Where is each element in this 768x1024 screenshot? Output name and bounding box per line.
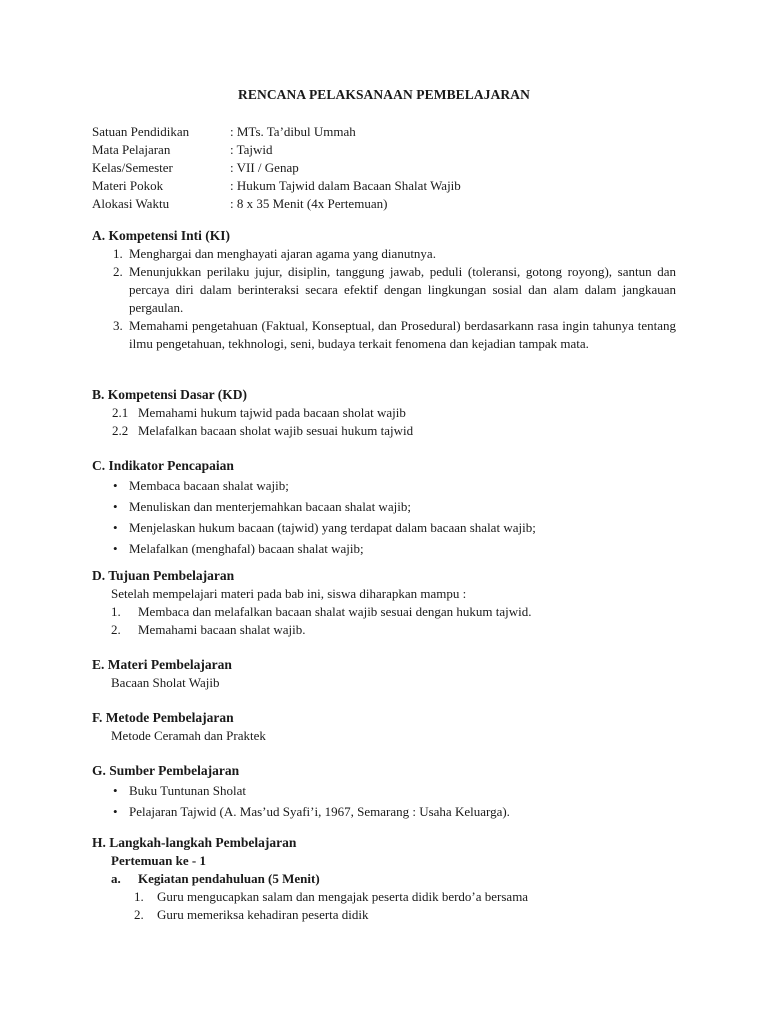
section-kompetensi-dasar	[92, 386, 676, 440]
sub-letter: a.	[111, 871, 121, 886]
section-heading: A. Kompetensi Inti (KI)	[92, 228, 230, 243]
section-materi	[92, 656, 676, 692]
list-item	[111, 603, 676, 621]
list-item	[112, 422, 676, 440]
list-item	[113, 263, 676, 317]
list-item	[113, 496, 676, 517]
bullet-icon: •	[113, 478, 118, 493]
list-item	[134, 906, 676, 924]
list-text: Membaca bacaan shalat wajib;	[129, 478, 289, 493]
bullet-icon: •	[113, 499, 118, 514]
bullet-icon: •	[113, 804, 118, 819]
materi-text: Bacaan Sholat Wajib	[111, 675, 220, 690]
identity-value: : Tajwid	[230, 142, 273, 157]
sub-heading: Kegiatan pendahuluan (5 Menit)	[138, 871, 320, 886]
section-heading: C. Indikator Pencapaian	[92, 458, 234, 473]
section-metode	[92, 709, 676, 745]
sumber-list	[92, 780, 676, 822]
section-heading: E. Materi Pembelajaran	[92, 657, 232, 672]
section-kompetensi-inti	[92, 227, 676, 353]
section-heading: F. Metode Pembelajaran	[92, 710, 234, 725]
bullet-icon: •	[113, 520, 118, 535]
document-title: RENCANA PELAKSANAAN PEMBELAJARAN	[238, 87, 530, 102]
list-text: Melafalkan bacaan sholat wajib sesuai hukum tajwid	[138, 423, 414, 438]
list-text: Menghargai dan menghayati ajaran agama yang dianutnya.	[129, 246, 436, 261]
list-number: 2.	[134, 907, 144, 922]
list-number: 1.	[113, 246, 123, 261]
list-number: 1.	[134, 889, 144, 904]
section-heading: G. Sumber Pembelajaran	[92, 763, 240, 778]
metode-text: Metode Ceramah dan Praktek	[111, 728, 266, 743]
section-heading: D. Tujuan Pembelajaran	[92, 568, 235, 583]
list-item	[113, 801, 676, 822]
list-item	[113, 538, 676, 559]
list-text: Menunjukkan perilaku jujur, disiplin, tanggung jawab, peduli (toleransi, gotong royong), santun dan percaya diri dalam berinteraksi secara efektif dengan lingkungan sosial dan alam dalam jangkauan pergaulan.	[129, 264, 676, 315]
identity-key: Alokasi Waktu	[92, 196, 170, 211]
list-number: 3.	[113, 318, 123, 333]
identity-value: : 8 x 35 Menit (4x Pertemuan)	[230, 196, 388, 211]
identity-key: Satuan Pendidikan	[92, 124, 190, 139]
list-text: Memahami hukum tajwid pada bacaan sholat wajib	[138, 405, 406, 420]
identity-row	[92, 159, 461, 177]
list-text: Membaca dan melafalkan bacaan shalat wajib sesuai dengan hukum tajwid.	[138, 604, 532, 619]
list-text: Menuliskan dan menterjemahkan bacaan shalat wajib;	[129, 499, 411, 514]
ki-list	[92, 245, 676, 353]
section-heading: H. Langkah-langkah Pembelajaran	[92, 835, 297, 850]
list-item	[113, 317, 676, 353]
list-text: Buku Tuntunan Sholat	[129, 783, 247, 798]
meeting-label: Pertemuan ke - 1	[111, 853, 206, 868]
identity-value: : VII / Genap	[230, 160, 299, 175]
list-text: Melafalkan (menghafal) bacaan shalat wajib;	[129, 541, 364, 556]
list-item	[134, 888, 676, 906]
list-number: 2.1	[112, 405, 129, 420]
identity-value: : MTs. Ta’dibul Ummah	[230, 124, 356, 139]
list-number: 2.2	[112, 423, 129, 438]
bullet-icon: •	[113, 541, 118, 556]
identity-row	[92, 177, 461, 195]
identity-row	[92, 141, 461, 159]
tujuan-intro: Setelah mempelajari materi pada bab ini, siswa diharapkan mampu :	[111, 586, 467, 601]
list-text: Memahami bacaan shalat wajib.	[138, 622, 306, 637]
bullet-icon: •	[113, 783, 118, 798]
list-item	[113, 245, 676, 263]
list-text: Pelajaran Tajwid (A. Mas’ud Syafi’i, 1967, Semarang : Usaha Keluarga).	[129, 804, 510, 819]
list-text: Guru memeriksa kehadiran peserta didik	[157, 907, 369, 922]
list-number: 2.	[111, 622, 121, 637]
section-indikator	[92, 457, 676, 559]
langkah-list	[92, 888, 676, 924]
identity-value: : Hukum Tajwid dalam Bacaan Shalat Wajib	[230, 178, 461, 193]
sub-heading-row	[92, 870, 676, 888]
kd-list	[92, 404, 676, 440]
list-item	[112, 404, 676, 422]
section-tujuan	[92, 567, 676, 639]
list-text: Menjelaskan hukum bacaan (tajwid) yang terdapat dalam bacaan shalat wajib;	[129, 520, 536, 535]
list-item	[113, 780, 676, 801]
identity-block	[92, 123, 461, 213]
section-sumber	[92, 762, 676, 822]
list-number: 1.	[111, 604, 121, 619]
identity-key: Kelas/Semester	[92, 160, 173, 175]
list-text: Guru mengucapkan salam dan mengajak peserta didik berdo’a bersama	[157, 889, 529, 904]
section-heading: B. Kompetensi Dasar (KD)	[92, 387, 247, 402]
list-item	[113, 475, 676, 496]
indikator-list	[92, 475, 676, 559]
list-item	[111, 621, 676, 639]
identity-key: Materi Pokok	[92, 178, 164, 193]
identity-row	[92, 195, 461, 213]
tujuan-list	[92, 603, 676, 639]
list-text: Memahami pengetahuan (Faktual, Konseptual, dan Prosedural) berdasarkann rasa ingin tahunya tentang ilmu pengetahuan, tekhnologi, seni, budaya terkait fenomena dan kejadian tampak mata.	[129, 318, 676, 351]
list-item	[113, 517, 676, 538]
section-langkah	[92, 834, 676, 924]
list-number: 2.	[113, 264, 123, 279]
identity-row	[92, 123, 461, 141]
identity-key: Mata Pelajaran	[92, 142, 171, 157]
